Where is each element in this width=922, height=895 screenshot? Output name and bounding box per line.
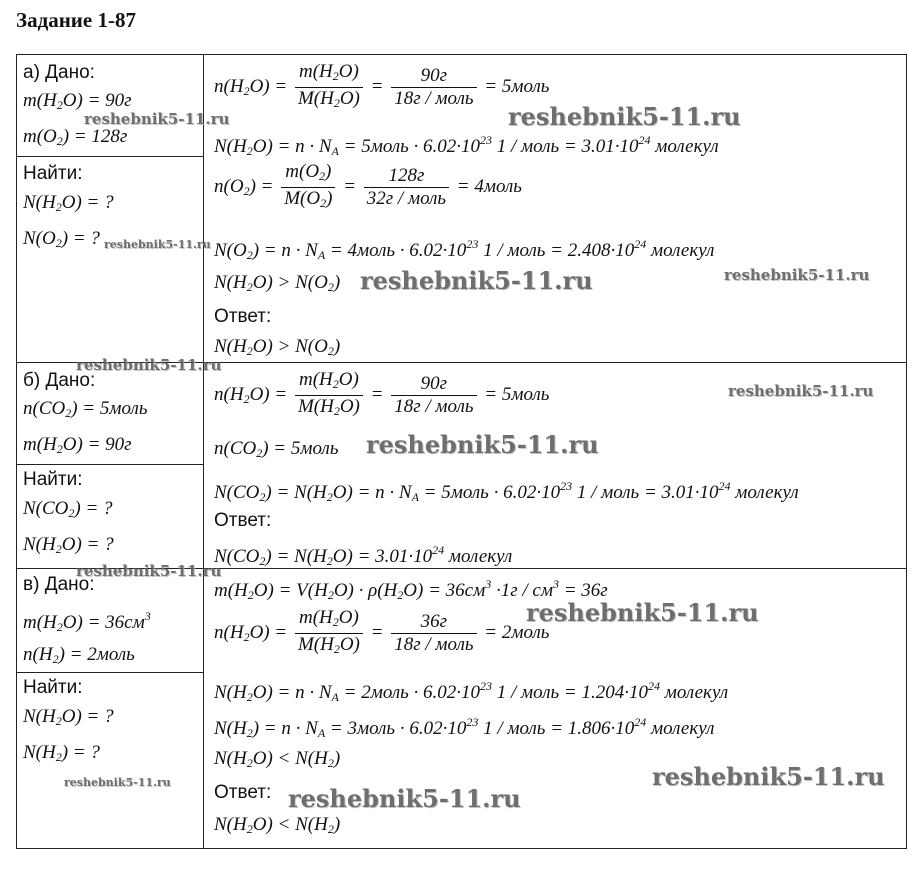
- part-c-find-2: $N(H_2)$ = ?: [23, 742, 100, 764]
- watermark: reshebnik5-11.ru: [64, 776, 171, 789]
- part-a-answer-label: Ответ:: [214, 306, 272, 327]
- part-c-divider: [17, 672, 203, 673]
- part-b-find-label: Найти:: [23, 469, 83, 490]
- part-a-eq-2: $N(H_2O) = n \cdot N_A$ = 5моль · $6.02\cdot 10^{23}$ 1 / моль = $3.01\cdot 10^{24}$ молекул: [214, 133, 719, 158]
- part-c-given-1: $m(H_2O) = 36см^3$: [23, 609, 151, 634]
- part-b-eq-1: $n(H_2O)$ = $\frac{m(H_2O)}{M(H_2O)}$ = $\frac{90г}{\text{18г / моль}}$ = 5моль: [214, 369, 550, 418]
- watermark: reshebnik5-11.ru: [508, 102, 741, 131]
- part-b-answer-label: Ответ:: [214, 510, 272, 531]
- part-a-given-cell: [17, 55, 204, 363]
- part-b-given-2: $m(H_2O) = 90г$: [23, 434, 132, 456]
- part-c-find-label: Найти:: [23, 677, 83, 698]
- part-c-eq-2: $n(H_2O)$ = $\frac{m(H_2O)}{M(H_2O)}$ = $\frac{36г}{\text{18г / моль}}$ = 2моль: [214, 607, 550, 656]
- watermark: reshebnik5-11.ru: [84, 110, 230, 128]
- watermark: reshebnik5-11.ru: [104, 238, 211, 251]
- part-b-given-1: $n(CO_2)$ = 5моль: [23, 398, 148, 420]
- part-c-find-1: $N(H_2O)$ = ?: [23, 706, 114, 728]
- part-a-eq-4: $N(O_2) = n \cdot N_A$ = 4моль · $6.02\cdot 10^{23}$ 1 / моль = $2.408\cdot 10^{24}$ молекул: [214, 237, 715, 262]
- part-a-find-label: Найти:: [23, 163, 83, 184]
- part-a-answer: $N(H_2O) > N(O_2)$: [214, 336, 341, 358]
- part-c-answer-label: Ответ:: [214, 782, 272, 803]
- part-a-eq-1: $n(H_2O)$ = $\frac{m(H_2O)}{M(H_2O)}$ = $\frac{90г}{\text{18г / моль}}$ = 5моль: [214, 61, 550, 110]
- part-b-eq-3: $N(CO_2) = N(H_2O) = n \cdot N_A$ = 5моль · $6.02\cdot 10^{23}$ 1 / моль = $3.01\cdot 10^{24}$ молекул: [214, 479, 799, 504]
- part-c-given-cell: [17, 569, 204, 849]
- part-c-eq-1: $m(H_2O) = V(H_2O) \cdot \rho(H_2O) = 36см^3 \cdot 1г / см^3 = 36г$: [214, 577, 608, 602]
- part-c-eq-3: $N(H_2O) = n \cdot N_A$ = 2моль · $6.02\cdot 10^{23}$ 1 / моль = $1.204\cdot 10^{24}$ молекул: [214, 679, 729, 704]
- watermark: reshebnik5-11.ru: [76, 562, 222, 580]
- part-b-given-label: б) Дано:: [23, 370, 96, 391]
- part-c-given-label: в) Дано:: [23, 574, 95, 595]
- part-a-find-1: $N(H_2O)$ = ?: [23, 192, 114, 214]
- part-c-answer: $N(H_2O) < N(H_2)$: [214, 814, 341, 836]
- part-b-find-2: $N(H_2O)$ = ?: [23, 534, 114, 556]
- part-b-find-1: $N(CO_2)$ = ?: [23, 498, 113, 520]
- part-a-solution-cell: [204, 55, 907, 363]
- part-a-find-2: $N(O_2)$ = ?: [23, 228, 100, 250]
- part-a-compare: $N(H_2O) > N(O_2)$: [214, 272, 341, 294]
- watermark: reshebnik5-11.ru: [652, 762, 885, 791]
- part-c-compare: $N(H_2O) < N(H_2)$: [214, 748, 341, 770]
- part-b-given-cell: [17, 363, 204, 569]
- part-a-given-label: а) Дано:: [23, 62, 95, 83]
- page-title: Задание 1-87: [16, 8, 136, 32]
- part-a-row: [17, 55, 907, 363]
- part-a-given-1: $m(H_2O) = 90г$: [23, 90, 132, 112]
- watermark: reshebnik5-11.ru: [288, 784, 521, 813]
- watermark: reshebnik5-11.ru: [360, 266, 593, 295]
- watermark: reshebnik5-11.ru: [728, 382, 874, 400]
- part-b-eq-2: $n(CO_2)$ = 5моль: [214, 438, 339, 460]
- part-b-divider: [17, 464, 203, 465]
- part-a-divider: [17, 156, 203, 157]
- part-a-given-2: $m(O_2) = 128г$: [23, 126, 128, 148]
- part-a-eq-3: $n(O_2)$ = $\frac{m(O_2)}{M(O_2)}$ = $\frac{128г}{\text{32г / моль}}$ = 4моль: [214, 161, 522, 210]
- watermark: reshebnik5-11.ru: [76, 356, 222, 374]
- part-c-eq-4: $N(H_2) = n \cdot N_A$ = 3моль · $6.02\cdot 10^{23}$ 1 / моль = $1.806\cdot 10^{24}$ молекул: [214, 715, 715, 740]
- watermark: reshebnik5-11.ru: [366, 430, 599, 459]
- part-b-answer: $N(CO_2) = N(H_2O) = 3.01\cdot 10^{24}$ молекул: [214, 543, 513, 568]
- watermark: reshebnik5-11.ru: [724, 266, 870, 284]
- watermark: reshebnik5-11.ru: [526, 598, 759, 627]
- part-c-given-2: $n(H_2)$ = 2моль: [23, 644, 135, 666]
